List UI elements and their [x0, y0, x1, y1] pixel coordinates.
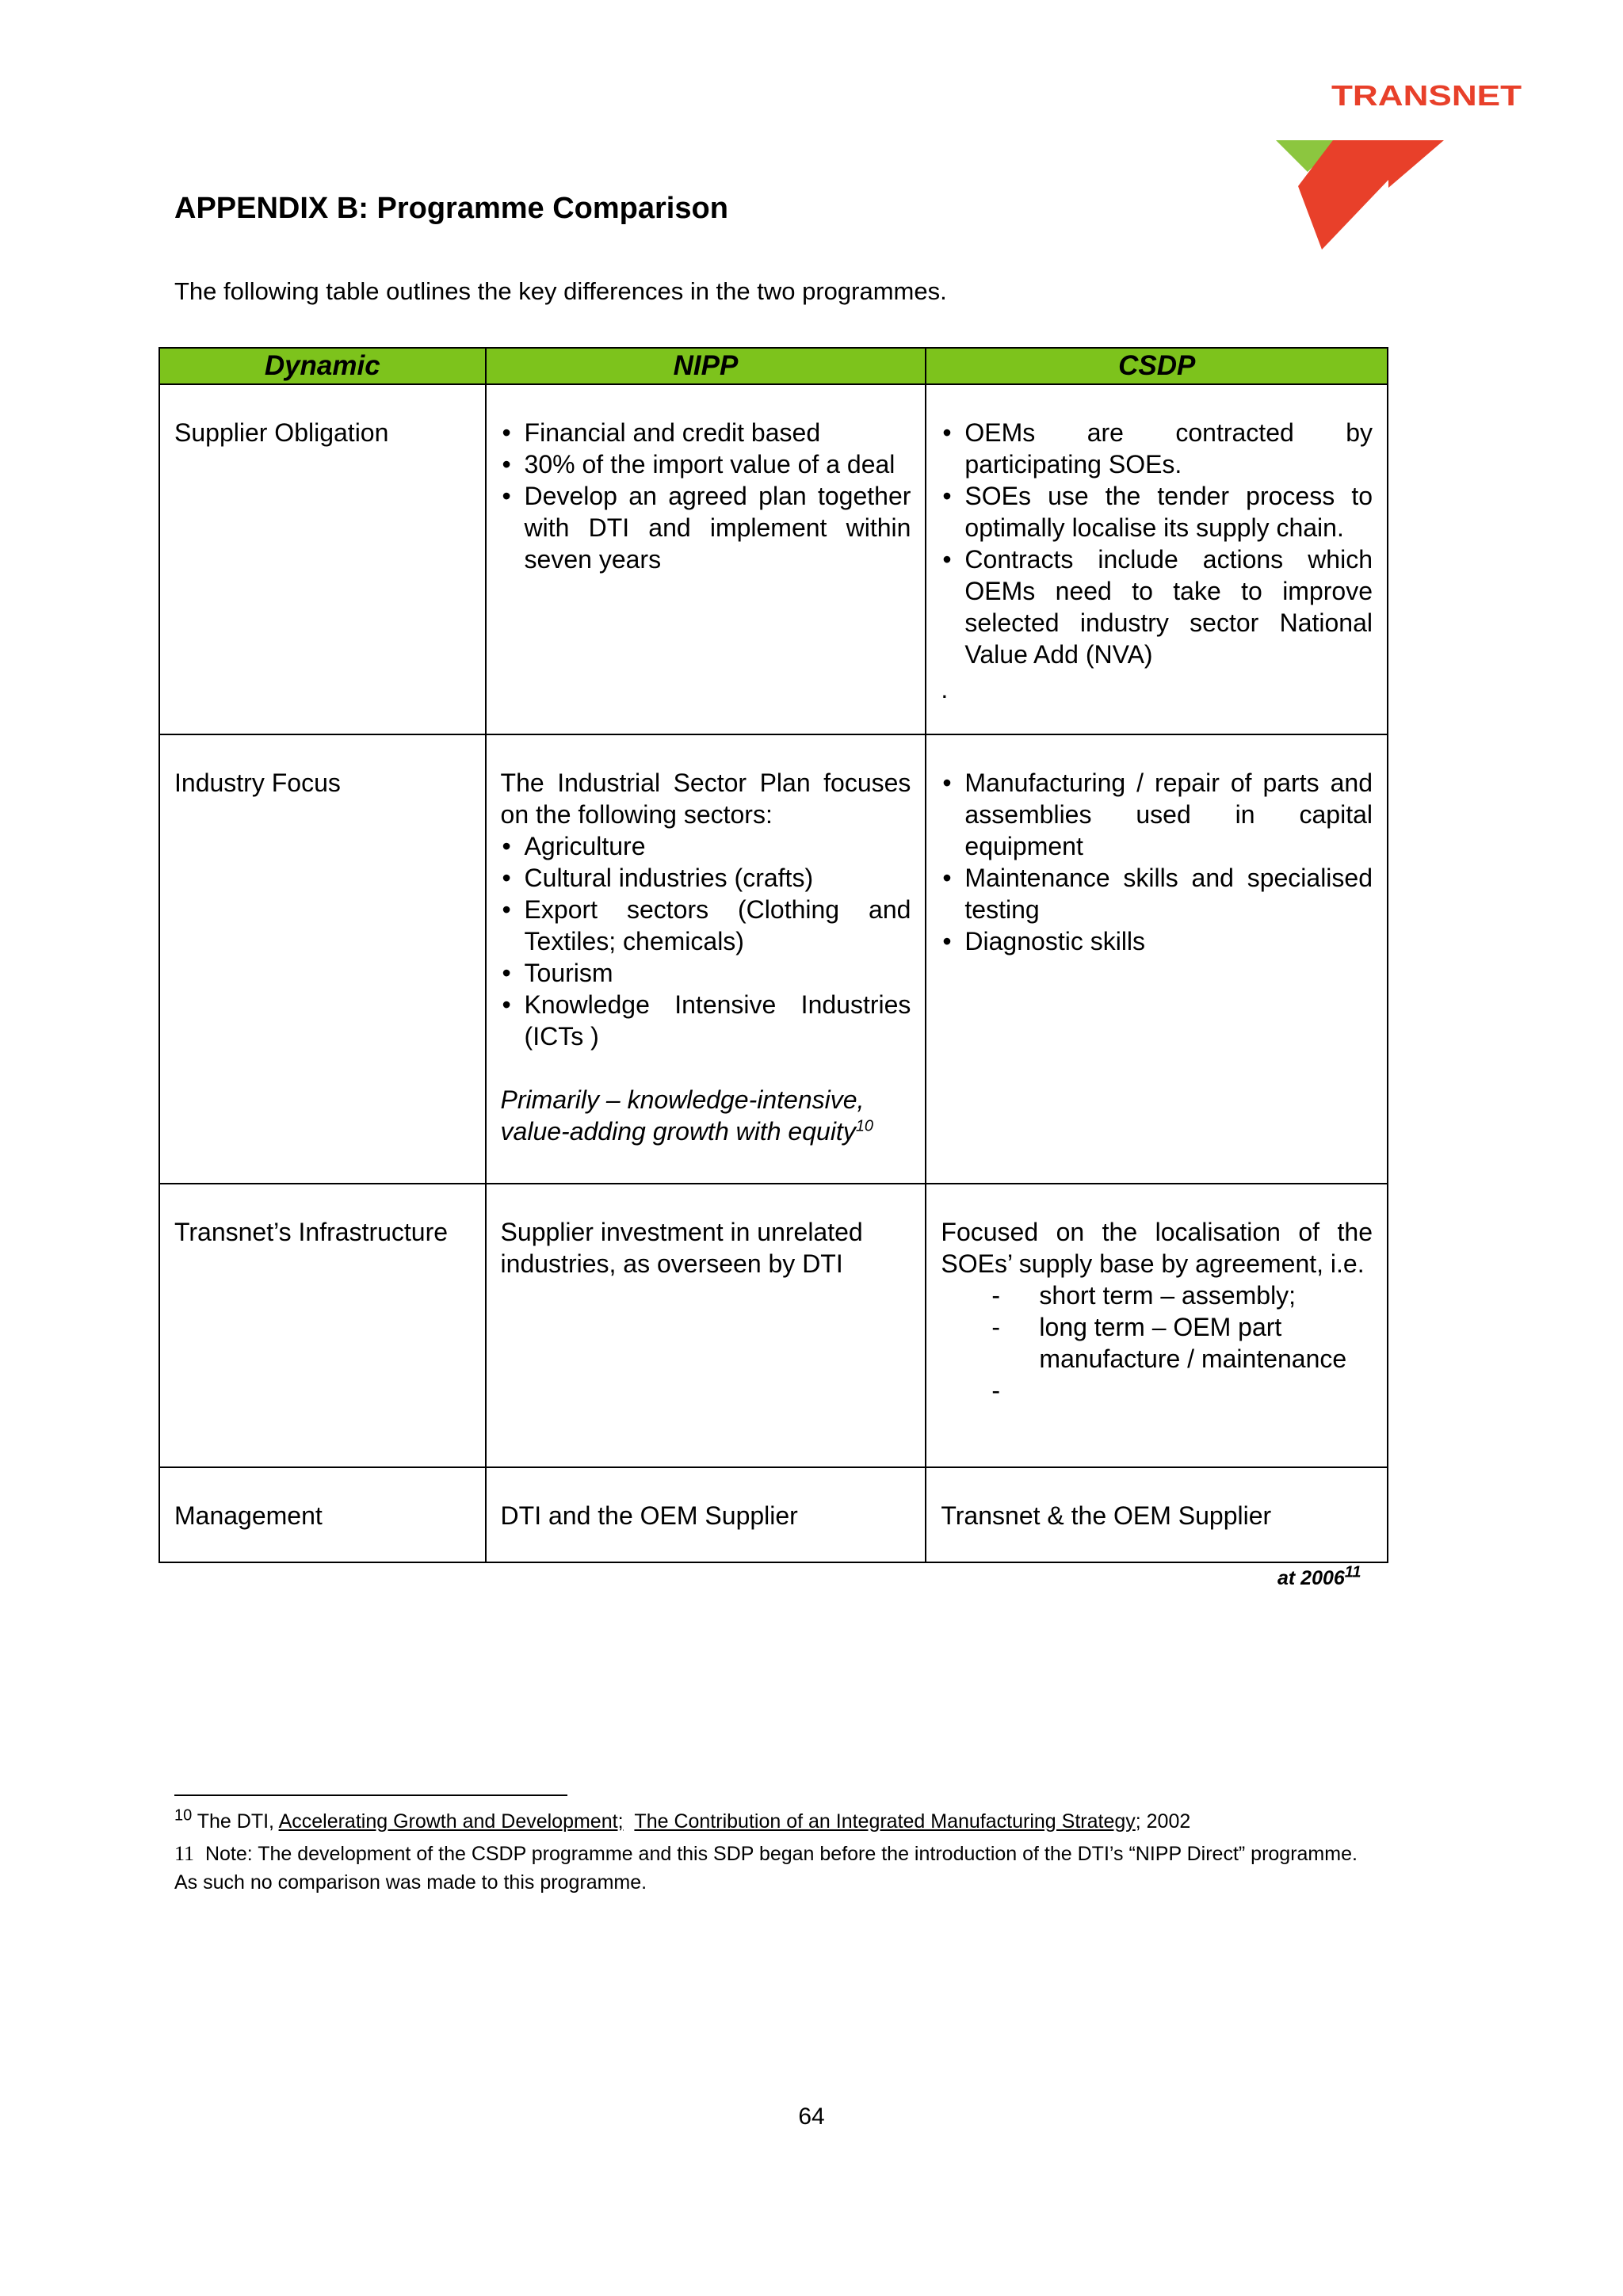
as-at-text: at 2006: [1277, 1567, 1345, 1589]
list-item: • Contracts include actions which OEMs need to take to improve selected industry sector National Value Add (NVA): [941, 543, 1373, 670]
as-at-note: [1277, 1563, 1361, 1590]
list-item: • OEMs are contracted by participating SOEs.: [941, 417, 1373, 480]
nipp-intro-text: The Industrial Sector Plan focuses on the following sectors:: [500, 769, 911, 829]
footnote-text: Note: The development of the CSDP programme and this SDP began before the introduction of the DTI’s “NIPP Direct” programme. As such no comparison was made to this programme.: [174, 1843, 1358, 1894]
nipp-cell: DTI and the OEM Supplier: [486, 1467, 926, 1562]
list-item: • SOEs use the tender process to optimally localise its supply chain.: [941, 480, 1373, 543]
table-header-row: [159, 348, 1388, 384]
footnote-number: 11: [174, 1842, 195, 1865]
header-dynamic: Dynamic: [159, 348, 486, 384]
list-item: • 30% of the import value of a deal: [501, 448, 911, 480]
nipp-cell: [486, 734, 926, 1184]
footnote-citation-link[interactable]: Accelerating Growth and Development;: [278, 1810, 624, 1833]
list-item: • Tourism: [501, 957, 911, 989]
csdp-text: Focused on the localisation of the SOEs’ supply base by agreement, i.e.: [941, 1218, 1373, 1278]
nipp-italic-note: [501, 1084, 911, 1147]
header-csdp: CSDP: [926, 348, 1388, 384]
row-label: Industry Focus: [159, 734, 486, 1184]
list-item: • Maintenance skills and specialised testing: [941, 862, 1373, 925]
csdp-cell: Transnet & the OEM Supplier: [926, 1467, 1388, 1562]
footnote-ref-11[interactable]: 11: [1344, 1563, 1361, 1581]
logo-text: TRANSNET: [1331, 79, 1522, 111]
table-row: [159, 734, 1388, 1184]
csdp-cell: [926, 734, 1388, 1184]
row-label: Management: [159, 1467, 486, 1562]
footnote-number: 10: [174, 1806, 193, 1825]
transnet-logo-wordmark: [1331, 79, 1522, 111]
footnote-ref-10[interactable]: 10: [855, 1117, 874, 1135]
nipp-cell: [486, 384, 926, 734]
intro-text: The following table outlines the key differences in the two programmes.: [174, 277, 947, 305]
footnote-10: [174, 1806, 1191, 1833]
header-nipp: NIPP: [486, 348, 926, 384]
transnet-logo-icon: [1276, 139, 1450, 250]
nipp-bullet-list: [501, 417, 911, 575]
list-item: • Develop an agreed plan together with DTI and implement within seven years: [501, 480, 911, 575]
csdp-cell: [926, 1184, 1388, 1467]
list-item: • Agriculture: [501, 830, 911, 862]
page-number: 64: [798, 2103, 825, 2130]
csdp-dash-list: [941, 1280, 1373, 1406]
list-item: - short term – assembly;: [1039, 1280, 1373, 1311]
table-row: [159, 1467, 1388, 1562]
page-title: APPENDIX B: Programme Comparison: [174, 192, 728, 225]
row-label: Supplier Obligation: [159, 384, 486, 734]
csdp-cell: [926, 384, 1388, 734]
list-item: • Financial and credit based: [501, 417, 911, 448]
nipp-bullet-list: [501, 830, 911, 1052]
csdp-bullet-list: [941, 417, 1373, 670]
table-row: [159, 384, 1388, 734]
trailing-dot: .: [941, 675, 949, 704]
footnote-11: [174, 1840, 1379, 1897]
list-item: • Diagnostic skills: [941, 925, 1373, 957]
comparison-table: [158, 347, 1388, 1563]
nipp-text: Supplier investment in unrelated industries, as overseen by DTI: [500, 1218, 863, 1278]
list-item: • Manufacturing / repair of parts and assemblies used in capital equipment: [941, 767, 1373, 862]
list-item: • Knowledge Intensive Industries (ICTs ): [501, 989, 911, 1052]
list-item: • Cultural industries (crafts): [501, 862, 911, 894]
nipp-cell: [486, 1184, 926, 1467]
footnote-citation-link[interactable]: The Contribution of an Integrated Manufacturing Strategy: [634, 1810, 1136, 1833]
list-item: [1039, 1375, 1373, 1406]
list-item: - long term – OEM part manufacture / maintenance: [1039, 1311, 1373, 1375]
row-label: Transnet’s Infrastructure: [159, 1184, 486, 1467]
footnote-text: ; 2002: [1135, 1810, 1191, 1833]
note-text: Primarily – knowledge-intensive, value-adding growth with equity: [500, 1085, 865, 1146]
csdp-bullet-list: [941, 767, 1373, 957]
footnote-divider: [174, 1794, 567, 1796]
list-item: • Export sectors (Clothing and Textiles; chemicals): [501, 894, 911, 957]
table-row: [159, 1184, 1388, 1467]
footnote-text: The DTI,: [197, 1810, 279, 1833]
